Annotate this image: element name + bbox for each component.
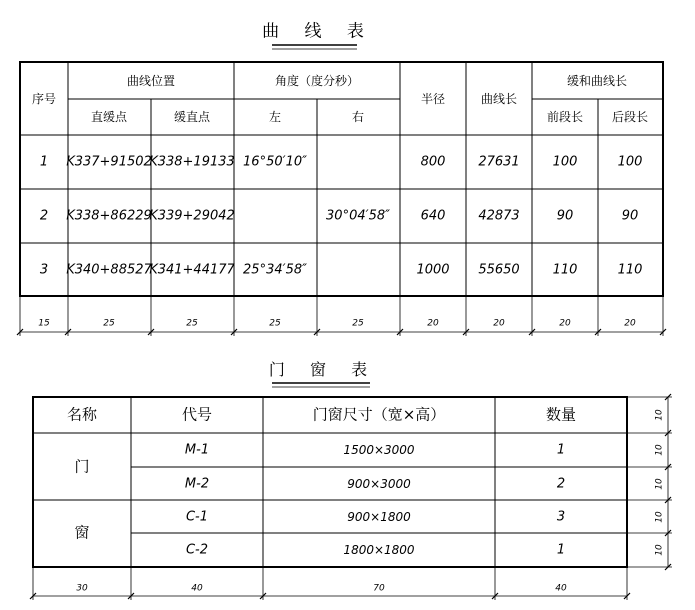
- dimension-label: 20: [559, 318, 571, 329]
- header-right: 右: [351, 110, 365, 124]
- dimension-label: 25: [269, 318, 281, 329]
- item-size: 1800×1800: [343, 543, 415, 557]
- row-length: 42873: [478, 208, 520, 224]
- row-angle-left: 16°50′10″: [243, 154, 307, 170]
- header-hz: 缓直点: [173, 110, 211, 124]
- group-name-window: 窗: [74, 523, 90, 542]
- row-seq: 1: [39, 154, 49, 170]
- item-size: 900×3000: [347, 477, 411, 491]
- row-hz: K341+44177: [149, 262, 235, 278]
- row-front: 110: [552, 262, 578, 278]
- row-hz: K338+19133: [149, 154, 235, 170]
- row-angle-left: 25°34′58″: [243, 262, 307, 278]
- dimension-label: 20: [427, 318, 439, 329]
- header-zh: 直缓点: [90, 110, 128, 124]
- row-front: 100: [552, 154, 578, 170]
- item-quantity: 1: [556, 442, 566, 458]
- dimension-label: 15: [38, 318, 50, 329]
- row-dimension-label: 10: [654, 511, 665, 523]
- dimension-label: 20: [493, 318, 505, 329]
- header-curve-position: 曲线位置: [126, 74, 176, 88]
- dimension-label: 20: [624, 318, 636, 329]
- header-back-length: 后段长: [611, 110, 649, 124]
- item-size: 1500×3000: [343, 443, 415, 457]
- group-name-door: 门: [74, 457, 90, 476]
- row-back: 90: [621, 208, 639, 224]
- item-quantity: 2: [556, 476, 566, 492]
- dimension-label: 25: [186, 318, 198, 329]
- row-zh: K338+86229: [66, 208, 152, 224]
- row-radius: 800: [420, 154, 446, 170]
- curve-table-title: 曲 线 表: [262, 21, 374, 42]
- row-front: 90: [556, 208, 574, 224]
- row-length: 27631: [478, 154, 520, 170]
- row-dimension-label: 10: [654, 444, 665, 456]
- row-dimension-label: 10: [654, 544, 665, 556]
- door-table-title: 门 窗 表: [268, 360, 378, 379]
- dimension-label: 70: [373, 583, 385, 594]
- row-radius: 1000: [416, 262, 450, 278]
- item-code: C-2: [185, 542, 209, 558]
- header-radius: 半径: [420, 92, 446, 106]
- header-transition-length: 缓和曲线长: [566, 74, 628, 88]
- header-curve-length: 曲线长: [480, 92, 518, 106]
- row-length: 55650: [478, 262, 520, 278]
- header-name: 名称: [66, 405, 98, 424]
- header-seq: 序号: [31, 92, 57, 106]
- row-hz: K339+29042: [149, 208, 235, 224]
- row-zh: K340+88527: [66, 262, 152, 278]
- row-dimension-label: 10: [654, 478, 665, 490]
- dimension-label: 25: [352, 318, 364, 329]
- row-angle-right: 30°04′58″: [326, 208, 390, 224]
- item-size: 900×1800: [347, 510, 411, 524]
- item-quantity: 1: [556, 542, 566, 558]
- dimension-label: 25: [103, 318, 115, 329]
- header-left: 左: [268, 110, 282, 124]
- dimension-label: 30: [76, 583, 88, 594]
- row-radius: 640: [420, 208, 446, 224]
- row-back: 100: [617, 154, 643, 170]
- header-front-length: 前段长: [546, 110, 584, 124]
- item-code: M-2: [184, 476, 210, 492]
- row-zh: K337+91502: [66, 154, 152, 170]
- item-code: C-1: [185, 509, 209, 525]
- header-angle: 角度（度分秒）: [274, 74, 360, 88]
- header-quantity: 数量: [545, 405, 577, 424]
- header-code: 代号: [181, 405, 213, 424]
- row-seq: 3: [39, 262, 49, 278]
- header-size: 门窗尺寸（宽×高）: [312, 405, 446, 424]
- item-quantity: 3: [556, 509, 566, 525]
- dimension-label: 40: [555, 583, 567, 594]
- row-back: 110: [617, 262, 643, 278]
- dimension-label: 40: [191, 583, 203, 594]
- row-dimension-label: 10: [654, 409, 665, 421]
- row-seq: 2: [39, 208, 49, 224]
- item-code: M-1: [184, 442, 210, 458]
